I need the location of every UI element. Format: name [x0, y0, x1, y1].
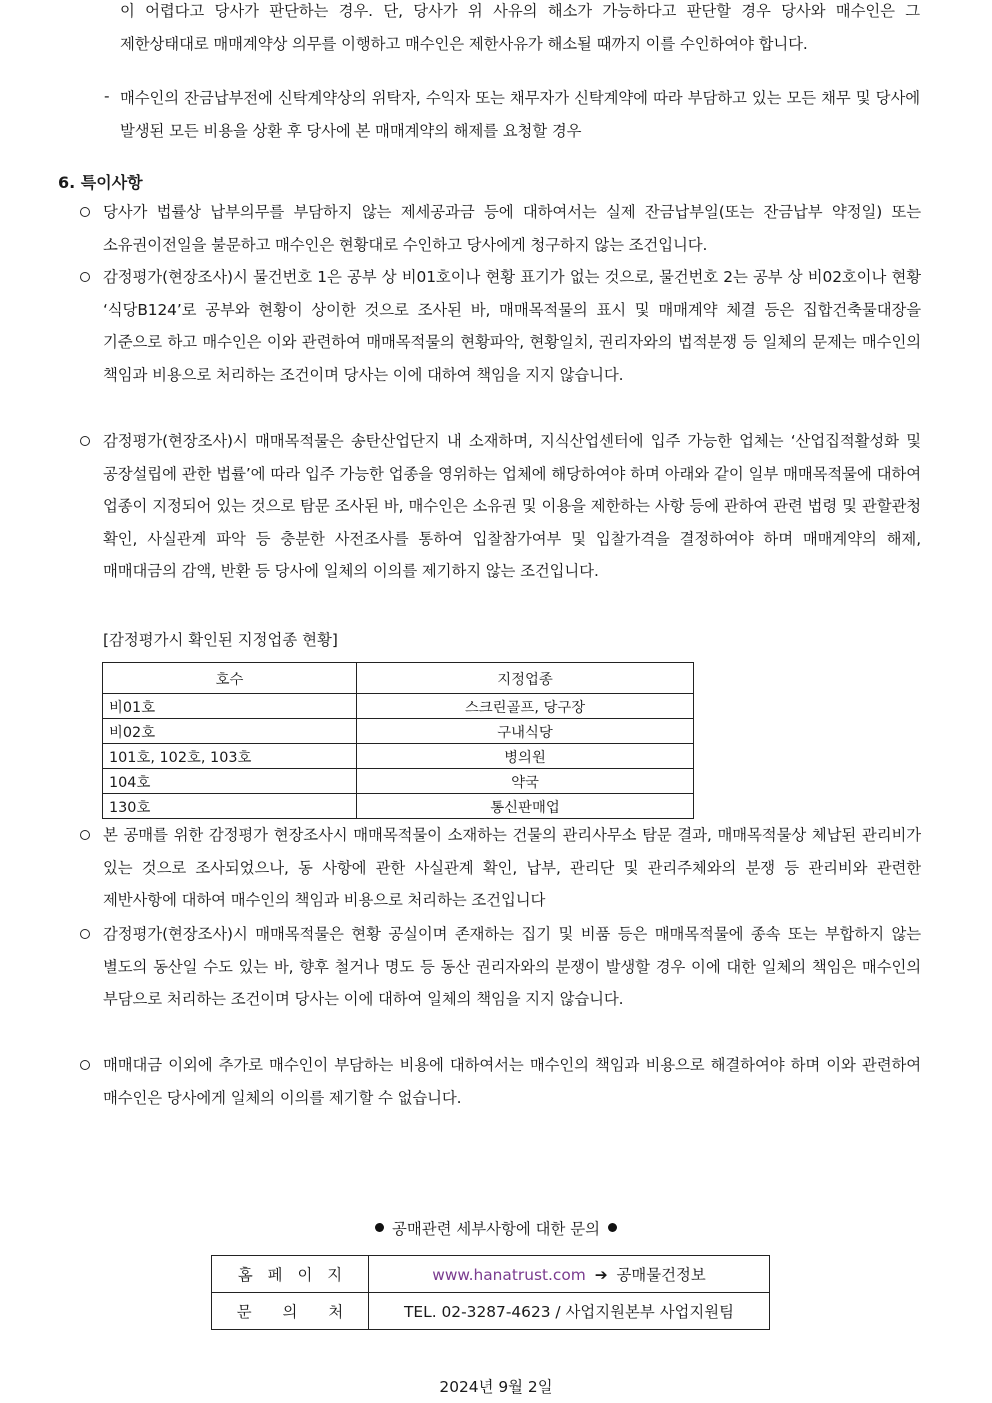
dash-item: 매수인의 잔금납부전에 신탁계약상의 위탁자, 수익자 또는 채무자가 신탁계약에 따라 부담하고 있는 모든 채무 및 당사에 발생된 모든 비용을 상환 후 당사에 본 매매계약의 해제를 요청할 경우: [120, 89, 920, 140]
contact-table: [211, 1255, 770, 1330]
special-item-4: 본 공매를 위한 감정평가 현장조사시 매매목적물이 소재하는 건물의 관리사무소 탐문 결과, 매매목적물상 체납된 관리비가 있는 것으로 조사되었으나, 동 사항에 관한 사실관계 확인, 납부, 관리단 및 관리주체와의 분쟁 등 관리비와 관련한 제반사항에 대하여 매수인의 책임과 비용으로 처리하는 조건입니다: [103, 826, 921, 910]
table-row: [103, 744, 694, 769]
homepage-suffix: 공매물건정보: [616, 1266, 706, 1284]
table-row: [212, 1293, 770, 1330]
cell-unit: 101호, 102호, 103호: [103, 744, 357, 769]
table-row: [103, 794, 694, 819]
cell-business: 약국: [357, 769, 694, 794]
homepage-link[interactable]: www.hanatrust.com: [432, 1266, 586, 1284]
cell-unit: 비01호: [103, 694, 357, 719]
table-row: [103, 694, 694, 719]
bullet-icon: [80, 830, 90, 840]
table-row: [212, 1256, 770, 1293]
section-title: 6. 특이사항: [58, 173, 143, 192]
bullet-icon: [80, 1060, 90, 1070]
zoning-heading: [감정평가시 확인된 지정업종 현황]: [103, 631, 338, 649]
bullet-icon: [80, 207, 90, 217]
homepage-value: [369, 1256, 770, 1293]
bullet-dot-icon: [375, 1223, 384, 1232]
special-item-3: 감정평가(현장조사)시 매매목적물은 송탄산업단지 내 소재하며, 지식산업센터에 입주 가능한 업체는 ‘산업집적활성화 및 공장설립에 관한 법률’에 따라 입주 가능한 업종을 영위하는 업체에 해당하여야 하며 아래와 같이 일부 매매목적물에 대하여 업종이 지정되어 있는 것으로 탐문 조사된 바, 매수인은 소유권 및 이용을 제한하는 사항 등에 관하여 관련 법령 및 관할관청 확인, 사실관계 파악 등 충분한 사전조사를 통하여 입찰참가여부 및 입찰가격을 결정하여야 하며 매매계약의 해제, 매매대금의 감액, 반환 등 당사에 일체의 이의를 제기하지 않는 조건입니다.: [103, 432, 921, 581]
zoning-table: [102, 662, 694, 819]
dash-marker: -: [104, 87, 110, 105]
inquiry-heading-text: 공매관련 세부사항에 대한 문의: [392, 1220, 600, 1238]
cell-unit: 104호: [103, 769, 357, 794]
homepage-label: 홈 페 이 지: [212, 1256, 369, 1293]
cell-unit: 130호: [103, 794, 357, 819]
contact-label: 문 의 처: [212, 1293, 369, 1330]
special-item-1: 당사가 법률상 납부의무를 부담하지 않는 제세공과금 등에 대하여서는 실제 잔금납부일(또는 잔금납부 약정일) 또는 소유권이전일을 불문하고 매수인은 현황대로 수인하고 당사에게 청구하지 않는 조건입니다.: [103, 203, 921, 254]
contact-value: TEL. 02-3287-4623 / 사업지원본부 사업지원팀: [369, 1293, 770, 1330]
special-item-2: 감정평가(현장조사)시 물건번호 1은 공부 상 비01호이나 현황 표기가 없는 것으로, 물건번호 2는 공부 상 비02호이나 현황 ‘식당B124’로 공부와 현황이 상이한 것으로 조사된 바, 매매목적물의 표시 및 매매계약 체결 등은 집합건축물대장을 기준으로 하고 매수인은 이와 관련하여 매매목적물의 현황파악, 현황일치, 권리자와의 법적분쟁 등 일체의 문제는 매수인의 책임과 비용으로 처리하는 조건이며 당사는 이에 대하여 책임을 지지 않습니다.: [103, 268, 921, 384]
bullet-icon: [80, 929, 90, 939]
inquiry-heading: [0, 1217, 992, 1239]
bullet-dot-icon: [608, 1223, 617, 1232]
cell-business: 구내식당: [357, 719, 694, 744]
bullet-icon: [80, 436, 90, 446]
document-date: 2024년 9월 2일: [439, 1378, 553, 1396]
cell-business: 통신판매업: [357, 794, 694, 819]
arrow-right-icon: ➔: [594, 1266, 608, 1284]
special-item-6: 매매대금 이외에 추가로 매수인이 부담하는 비용에 대하여서는 매수인의 책임과 비용으로 해결하여야 하며 이와 관련하여 매수인은 당사에게 일체의 이의를 제기할 수 없습니다.: [103, 1056, 921, 1107]
header-business: 지정업종: [357, 663, 694, 694]
cell-business: 병의원: [357, 744, 694, 769]
continuation-paragraph: 이 어렵다고 당사가 판단하는 경우. 단, 당사가 위 사유의 해소가 가능하다고 판단할 경우 당사와 매수인은 그 제한상태대로 매매계약상 의무를 이행하고 매수인은 제한사유가 해소될 때까지 이를 수인하여야 합니다.: [120, 2, 920, 53]
table-header-row: [103, 663, 694, 694]
header-unit: 호수: [103, 663, 357, 694]
bullet-icon: [80, 272, 90, 282]
cell-business: 스크린골프, 당구장: [357, 694, 694, 719]
special-item-5: 감정평가(현장조사)시 매매목적물은 현황 공실이며 존재하는 집기 및 비품 등은 매매목적물에 종속 또는 부합하지 않는 별도의 동산일 수도 있는 바, 향후 철거나 명도 등 동산 권리자와의 분쟁이 발생할 경우 이에 대한 일체의 책임은 매수인의 부담으로 처리하는 조건이며 당사는 이에 대하여 일체의 책임을 지지 않습니다.: [103, 925, 921, 1009]
table-row: [103, 719, 694, 744]
cell-unit: 비02호: [103, 719, 357, 744]
table-row: [103, 769, 694, 794]
